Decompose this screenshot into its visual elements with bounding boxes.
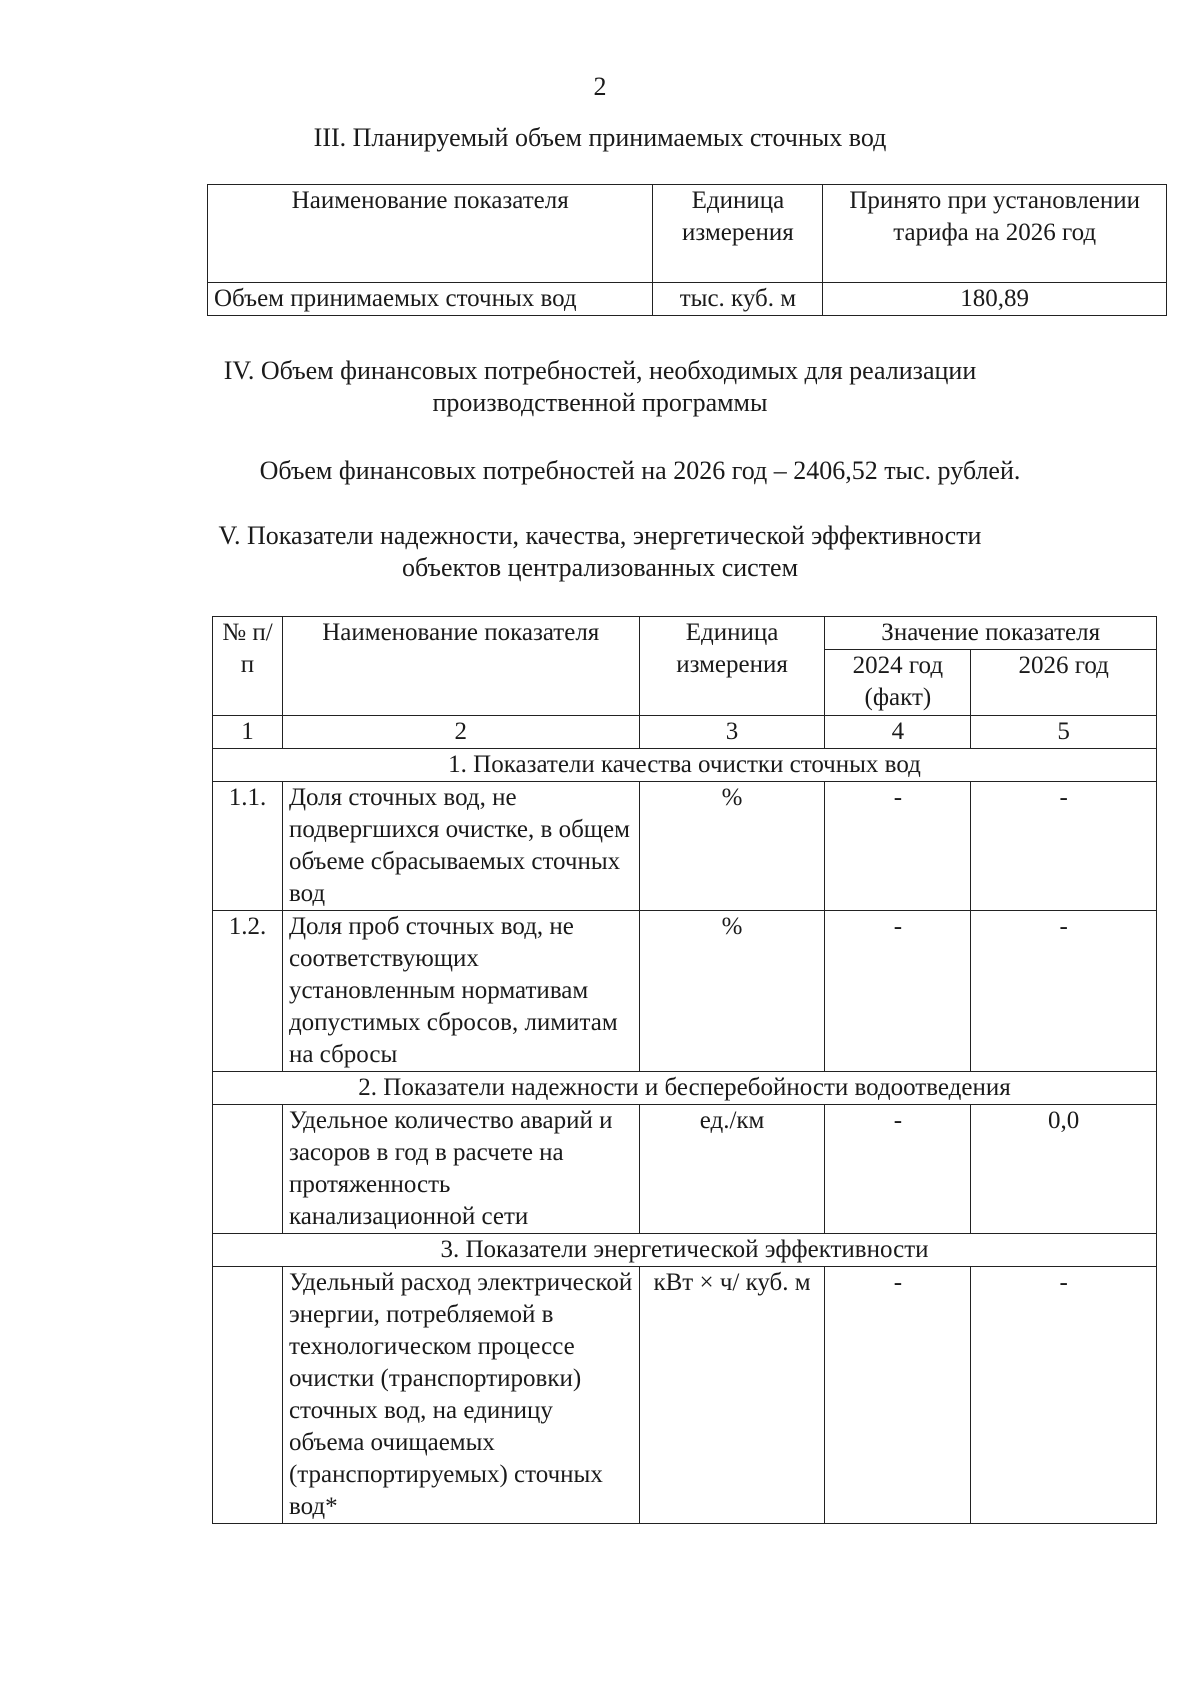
table-row <box>213 1267 1157 1524</box>
column-number: 5 <box>971 716 1157 749</box>
row-name: Доля проб сточных вод, не соответствующих установленным нормативам допустимых сбросов, лимитам на сбросы <box>282 911 639 1072</box>
group-title-energy: 3. Показатели энергетической эффективности <box>213 1234 1157 1267</box>
row-2026: - <box>971 911 1157 1072</box>
row-num: 1.2. <box>213 911 283 1072</box>
row-2024: - <box>825 911 971 1072</box>
row-name: Удельное количество аварий и засоров в год в расчете на протяженность канализационной сети <box>282 1105 639 1234</box>
header-accepted-tariff: Принято при установлении тарифа на 2026 год <box>823 185 1167 283</box>
planned-volume-table <box>207 184 1167 316</box>
row-2024: - <box>825 1267 971 1524</box>
row-name: Удельный расход электрической энергии, потребляемой в технологическом процессе очистки (транспортировки) сточных вод, на единицу объема очищаемых (транспортируемых) сточных вод* <box>282 1267 639 1524</box>
header-value-group: Значение показателя <box>825 617 1157 650</box>
column-number: 2 <box>282 716 639 749</box>
section-4-title-line1: IV. Объем финансовых потребностей, необходимых для реализации <box>223 356 977 385</box>
row-2024: - <box>825 782 971 911</box>
table-row <box>213 911 1157 1072</box>
header-unit: Единица измерения <box>653 185 823 283</box>
row-unit: ед./км <box>639 1105 825 1234</box>
header-unit: Единица измерения <box>639 617 825 716</box>
row-2026: - <box>971 1267 1157 1524</box>
group-title-quality: 1. Показатели качества очистки сточных вод <box>213 749 1157 782</box>
row-num: 1.1. <box>213 782 283 911</box>
row-value: 180,89 <box>823 283 1167 316</box>
row-unit: % <box>639 782 825 911</box>
financial-needs-text: Объем финансовых потребностей на 2026 год – 2406,52 тыс. рублей. <box>259 456 1021 485</box>
row-2026: - <box>971 782 1157 911</box>
section-3-title: III. Планируемый объем принимаемых сточных вод <box>313 123 887 152</box>
header-name: Наименование показателя <box>282 617 639 716</box>
indicators-table <box>212 616 1157 1524</box>
row-name: Доля сточных вод, не подвергшихся очистке, в общем объеме сбрасываемых сточных вод <box>282 782 639 911</box>
row-2024: - <box>825 1105 971 1234</box>
table-row <box>213 1105 1157 1234</box>
row-2026: 0,0 <box>971 1105 1157 1234</box>
header-2024: 2024 год (факт) <box>825 650 971 716</box>
row-indicator-name: Объем принимаемых сточных вод <box>208 283 653 316</box>
row-num <box>213 1267 283 1524</box>
row-unit: % <box>639 911 825 1072</box>
row-unit: кВт × ч/ куб. м <box>639 1267 825 1524</box>
column-number: 4 <box>825 716 971 749</box>
row-num <box>213 1105 283 1234</box>
header-num: № п/п <box>213 617 283 716</box>
column-number: 1 <box>213 716 283 749</box>
table-row <box>213 782 1157 911</box>
header-indicator-name: Наименование показателя <box>208 185 653 283</box>
row-unit: тыс. куб. м <box>653 283 823 316</box>
section-5-title-line2: объектов централизованных систем <box>401 553 799 582</box>
section-5-title-line1: V. Показатели надежности, качества, энергетической эффективности <box>218 521 982 550</box>
column-number: 3 <box>639 716 825 749</box>
group-title-reliability: 2. Показатели надежности и бесперебойности водоотведения <box>213 1072 1157 1105</box>
section-4-title-line2: производственной программы <box>432 388 768 417</box>
header-2026: 2026 год <box>971 650 1157 716</box>
page-number: 2 <box>593 72 607 101</box>
